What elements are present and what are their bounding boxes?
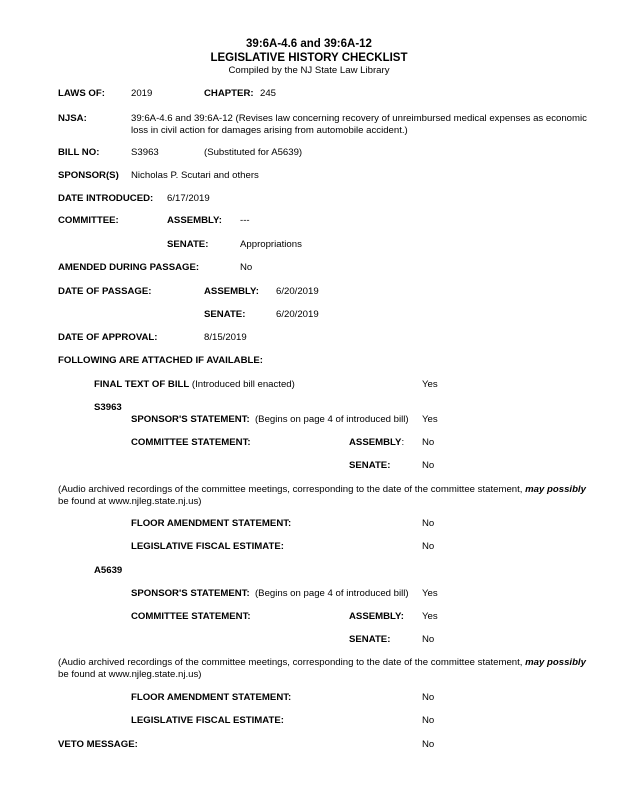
njsa-label: NJSA: xyxy=(58,113,87,124)
passage-senate-value: 6/20/2019 xyxy=(276,309,319,320)
a5639-heading: A5639 xyxy=(94,565,123,576)
sponsors-value: Nicholas P. Scutari and others xyxy=(131,170,259,181)
a5639-sponsor-note: (Begins on page 4 of introduced bill) xyxy=(249,588,409,599)
attached-heading: FOLLOWING ARE ATTACHED IF AVAILABLE: xyxy=(58,355,263,366)
s3963-sponsor-note: (Begins on page 4 of introduced bill) xyxy=(249,414,409,425)
s3963-audio-emphasis: may possibly xyxy=(525,484,586,495)
committee-assembly-value: --- xyxy=(240,215,250,226)
njsa-line1: 39:6A-4.6 and 39:6A-12 (Revises law concerning recovery of unreimbursed medical expenses as economic xyxy=(131,113,587,124)
s3963-assembly-colon: : xyxy=(401,437,405,448)
date-of-passage-label: DATE OF PASSAGE: xyxy=(58,286,152,297)
s3963-senate-label: SENATE: xyxy=(349,460,391,471)
a5639-audio-line1 xyxy=(58,657,586,669)
a5639-fiscal-value: No xyxy=(422,715,435,726)
date-of-approval-value: 8/15/2019 xyxy=(204,332,247,343)
final-text-note: (Introduced bill enacted) xyxy=(189,379,295,390)
s3963-fiscal-value: No xyxy=(422,541,435,552)
final-text-label: FINAL TEXT OF BILL xyxy=(94,379,190,390)
a5639-committee-label: COMMITTEE STATEMENT: xyxy=(131,611,251,622)
s3963-sponsor-row xyxy=(131,414,409,426)
s3963-sponsor-label: SPONSOR'S STATEMENT: xyxy=(131,414,250,425)
s3963-fiscal-label: LEGISLATIVE FISCAL ESTIMATE: xyxy=(131,541,284,552)
bill-no-label: BILL NO: xyxy=(58,147,100,158)
a5639-senate-value: No xyxy=(422,634,435,645)
a5639-audio-text: (Audio archived recordings of the committee meetings, corresponding to the date of the committee statement, xyxy=(58,657,526,668)
a5639-floor-label: FLOOR AMENDMENT STATEMENT: xyxy=(131,692,292,703)
s3963-floor-label: FLOOR AMENDMENT STATEMENT: xyxy=(131,518,292,529)
a5639-sponsor-value: Yes xyxy=(422,588,438,599)
passage-assembly-value: 6/20/2019 xyxy=(276,286,319,297)
s3963-audio-line1 xyxy=(58,484,586,496)
a5639-assembly-value: Yes xyxy=(422,611,438,622)
laws-of-value: 2019 xyxy=(131,88,153,99)
s3963-assembly-label: ASSEMBLY xyxy=(349,437,402,448)
a5639-assembly-label: ASSEMBLY: xyxy=(349,611,404,622)
s3963-floor-value: No xyxy=(422,518,435,529)
a5639-sponsor-label: SPONSOR'S STATEMENT: xyxy=(131,588,250,599)
chapter-value: 245 xyxy=(260,88,277,99)
a5639-floor-value: No xyxy=(422,692,435,703)
s3963-sponsor-value: Yes xyxy=(422,414,438,425)
committee-assembly-label: ASSEMBLY: xyxy=(167,215,222,226)
s3963-audio-text: (Audio archived recordings of the committee meetings, corresponding to the date of the committee statement, xyxy=(58,484,526,495)
final-text-value: Yes xyxy=(422,379,438,390)
date-introduced-value: 6/17/2019 xyxy=(167,193,210,204)
s3963-committee-label: COMMITTEE STATEMENT: xyxy=(131,437,251,448)
a5639-audio-emphasis: may possibly xyxy=(525,657,586,668)
s3963-assembly-value: No xyxy=(422,437,435,448)
chapter-label: CHAPTER: xyxy=(204,88,254,99)
committee-senate-label: SENATE: xyxy=(167,239,209,250)
amended-value: No xyxy=(240,262,253,273)
bill-no-value: S3963 xyxy=(131,147,159,158)
committee-label: COMMITTEE: xyxy=(58,215,119,226)
final-text-row xyxy=(94,379,295,391)
document-title: 39:6A-4.6 and 39:6A-12 xyxy=(246,38,372,50)
s3963-assembly-row xyxy=(349,437,404,449)
s3963-senate-value: No xyxy=(422,460,435,471)
veto-label: VETO MESSAGE: xyxy=(58,739,138,750)
document-subtitle: LEGISLATIVE HISTORY CHECKLIST xyxy=(210,52,408,64)
a5639-sponsor-row xyxy=(131,588,409,600)
a5639-senate-label: SENATE: xyxy=(349,634,391,645)
amended-label: AMENDED DURING PASSAGE: xyxy=(58,262,200,273)
bill-no-note: (Substituted for A5639) xyxy=(204,147,303,158)
date-of-approval-label: DATE OF APPROVAL: xyxy=(58,332,158,343)
laws-of-label: LAWS OF: xyxy=(58,88,105,99)
sponsors-label: SPONSOR(S) xyxy=(58,170,119,181)
veto-value: No xyxy=(422,739,435,750)
a5639-audio-line2: be found at www.njleg.state.nj.us) xyxy=(58,669,202,680)
njsa-line2: loss in civil action for damages arising from automobile accident.) xyxy=(131,125,408,136)
passage-senate-label: SENATE: xyxy=(204,309,246,320)
passage-assembly-label: ASSEMBLY: xyxy=(204,286,259,297)
date-introduced-label: DATE INTRODUCED: xyxy=(58,193,154,204)
committee-senate-value: Appropriations xyxy=(240,239,302,250)
s3963-heading: S3963 xyxy=(94,402,122,413)
s3963-audio-line2: be found at www.njleg.state.nj.us) xyxy=(58,496,202,507)
compiled-by: Compiled by the NJ State Law Library xyxy=(228,65,390,76)
a5639-fiscal-label: LEGISLATIVE FISCAL ESTIMATE: xyxy=(131,715,284,726)
